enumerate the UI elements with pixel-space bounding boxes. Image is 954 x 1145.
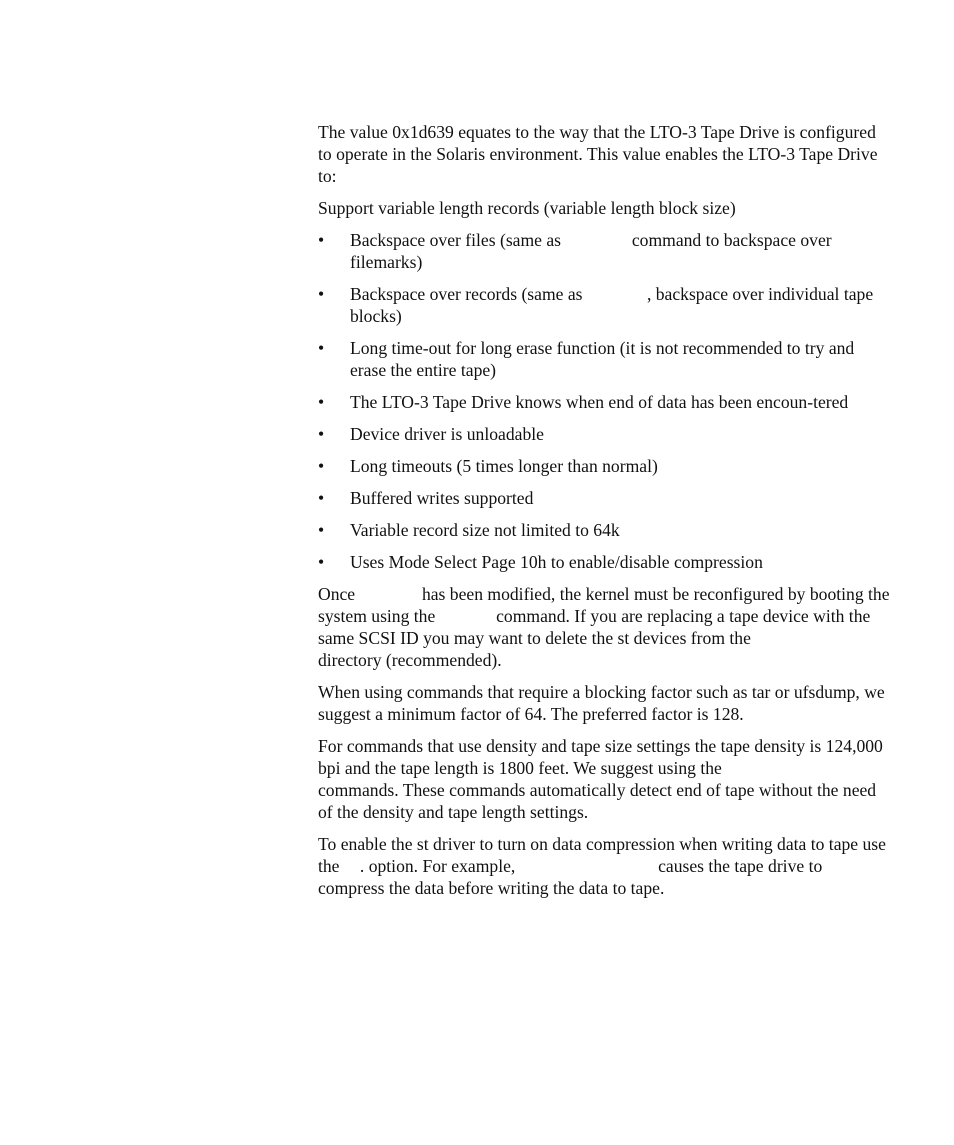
list-item <box>318 423 893 445</box>
paragraph-text: . option. For example, <box>359 856 516 876</box>
bullet-icon: • <box>318 392 325 412</box>
capability-list <box>318 229 893 573</box>
paragraph-text: To enable the st driver to turn on data compression when writing data to tape use the <box>318 834 886 876</box>
reconfigure-paragraph <box>318 583 893 671</box>
list-item-text: Variable record size not limited to 64k <box>350 520 620 540</box>
paragraph-text: causes the tape drive to compress the data before writing the data to tape. <box>318 856 823 898</box>
paragraph-text: has been modified, the kernel must be reconfigured by booting the system using the <box>318 584 890 626</box>
document-body <box>318 121 893 909</box>
bullet-icon: • <box>318 552 325 572</box>
list-item-text: Uses Mode Select Page 10h to enable/disable compression <box>350 552 763 572</box>
list-item <box>318 337 893 381</box>
blocking-factor-paragraph: When using commands that require a blocking factor such as tar or ufsdump, we suggest a minimum factor of 64. The preferred factor is 128. <box>318 682 885 724</box>
list-item-text: command to backspace over filemarks) <box>350 230 832 272</box>
list-item-text: The LTO-3 Tape Drive knows when end of data has been encoun-tered <box>350 392 849 412</box>
list-item-text: Long timeouts (5 times longer than normal) <box>350 456 658 476</box>
list-item-text: Buffered writes supported <box>350 488 534 508</box>
compression-paragraph <box>318 833 893 899</box>
density-paragraph <box>318 735 893 823</box>
list-item <box>318 519 893 541</box>
list-item <box>318 283 893 327</box>
list-item-text: Device driver is unloadable <box>350 424 544 444</box>
list-item <box>318 455 893 477</box>
list-item-text: Backspace over records (same as <box>350 284 583 304</box>
support-variable-length-paragraph: Support variable length records (variable length block size) <box>318 198 736 218</box>
bullet-icon: • <box>318 338 325 358</box>
bullet-icon: • <box>318 424 325 444</box>
list-item <box>318 551 893 573</box>
paragraph-text: directory (recommended). <box>318 650 502 670</box>
paragraph-text: Once <box>318 584 356 604</box>
bullet-icon: • <box>318 488 325 508</box>
paragraph-text: command. If you are replacing a tape device with the same SCSI ID you may want to delete the st devices from the <box>318 606 871 648</box>
list-item-text: , backspace over individual tape blocks) <box>350 284 874 326</box>
bullet-icon: • <box>318 230 325 250</box>
paragraph-text: commands. These commands automatically detect end of tape without the need of the density and tape length settings. <box>318 780 877 822</box>
list-item-text: Backspace over files (same as <box>350 230 562 250</box>
list-item <box>318 391 893 413</box>
paragraph-text: For commands that use density and tape size settings the tape density is 124,000 bpi and the tape length is 1800 feet. We suggest using the <box>318 736 883 778</box>
bullet-icon: • <box>318 520 325 540</box>
list-item <box>318 229 893 273</box>
bullet-icon: • <box>318 284 325 304</box>
intro-paragraph: The value 0x1d639 equates to the way that the LTO-3 Tape Drive is configured to operate in the Solaris environment. This value enables the LTO-3 Tape Drive to: <box>318 122 878 186</box>
list-item <box>318 487 893 509</box>
list-item-text: Long time-out for long erase function (it is not recommended to try and erase the entire tape) <box>350 338 855 380</box>
bullet-icon: • <box>318 456 325 476</box>
